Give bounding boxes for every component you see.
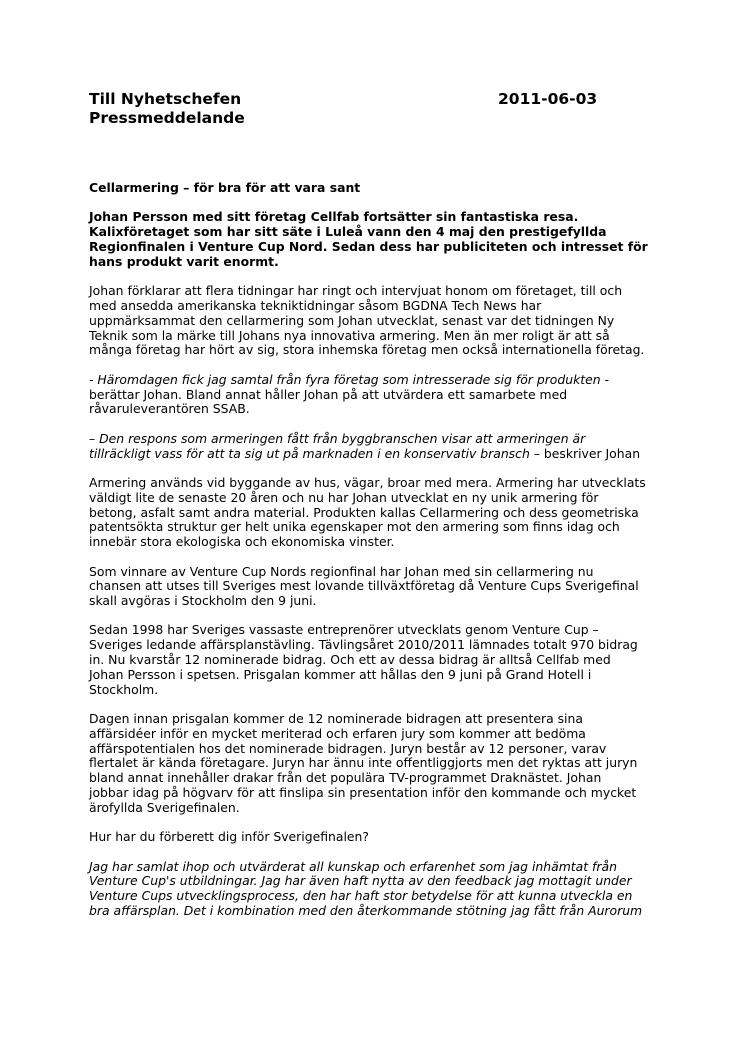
header-left [89, 90, 245, 128]
paragraph-6: Sedan 1998 har Sveriges vassaste entreprenörer utvecklats genom Venture Cup – Sveriges ledande affärsplanstävling. Tävlingsåret 2010/2011 lämnades totalt 970 bidrag in. Nu kvarstår 12 nominerade bidrag. Och ett av dessa bidrag är alltså Cellfab med Johan Persson i spetsen. Prisgalan kommer att hållas den 9 juni på Grand Hotell i Stockholm. [89, 622, 638, 697]
paragraph-1: Johan förklarar att flera tidningar har ringt och intervjuat honom om företaget, till och med ansedda amerikanska tekniktidningar såsom BGDNA Tech News har uppmärksammat den cellarmering som Johan utvecklat, senast var det tidningen Ny Teknik som la märke till Johans nya innovativa armering. Men än mer roligt är att så många företag har hört av sig, stora inhemska företag men också internationella företag. [89, 283, 645, 358]
lead-paragraph: Johan Persson med sitt företag Cellfab fortsätter sin fantastiska resa. Kalixföretaget som har sitt säte i Luleå vann den 4 maj den prestigefyllda Regionfinalen i Venture Cup Nord. Sedan dess har publiciteten och intresset för hans produkt varit enormt. [89, 209, 648, 269]
quote-2: – Den respons som armeringen fått från byggbranschen visar att armeringen är tillräckligt vass för att ta sig ut på marknaden i en konservativ bransch [89, 430, 586, 461]
document-type-line: Pressmeddelande [89, 109, 245, 127]
paragraph-7: Dagen innan prisgalan kommer de 12 nominerade bidragen att presentera sina affärsidéer inför en mycket meriterad och erfaren jury som kommer att bedöma affärspotentialen hos det nominerade bidragen. Juryn består av 12 personer, varav flertalet är kända företagare. Juryn har ännu inte offentliggjorts men det ryktas att juryn bland annat innehåller drakar från det populära TV-programmet Draknästet. Johan jobbar idag på högvarv för att finslipa sin presentation inför den kommande och mycket ärofyllda Sverigefinalen. [89, 711, 638, 815]
recipient-line: Till Nyhetschefen [89, 90, 242, 108]
quote-1: - Häromdagen fick jag samtal från fyra företag som intresserade sig för produkten - [89, 371, 610, 387]
paragraph-2 [89, 373, 649, 417]
paragraph-3-rest: – beskriver Johan [529, 445, 641, 461]
interview-answer: Jag har samlat ihop och utvärderat all kunskap och erfarenhet som jag inhämtat från Venture Cup's utbildningar. Jag har även haft nytta av den feedback jag mottagit under Venture Cups utvecklingsprocess, den har haft stor betydelse för att kunna utveckla en bra affärsplan. Det i kombination med den återkommande stötning jag fått från Aurorum [89, 858, 643, 919]
paragraph-3 [89, 432, 649, 462]
document-body [89, 181, 649, 919]
paragraph-4: Armering används vid byggande av hus, vägar, broar med mera. Armering har utvecklats väldigt lite de senaste 20 åren och nu har Johan utvecklat en ny unik armering för betong, asfalt samt andra material. Produkten kallas Cellarmering och dess geometriska patentsökta struktur ger helt unika egenskaper mot den armering som finns idag och innebär stora ekologiska och ekonomiska vinster. [89, 474, 646, 550]
paragraph-5: Som vinnare av Venture Cup Nords regionfinal har Johan med sin cellarmering nu chansen att utses till Sveriges mest lovande tillväxtföretag då Venture Cups Sverigefinal skall avgöras i Stockholm den 9 juni. [89, 563, 639, 609]
press-release-title: Cellarmering – för bra för att vara sant [89, 180, 361, 195]
header-date: 2011-06-03 [498, 90, 598, 108]
paragraph-2-rest: berättar Johan. Bland annat håller Johan på att utvärdera ett samarbete med råvaruleverantören SSAB. [89, 386, 568, 417]
interview-question: Hur har du förberett dig inför Sverigefinalen? [89, 829, 369, 845]
